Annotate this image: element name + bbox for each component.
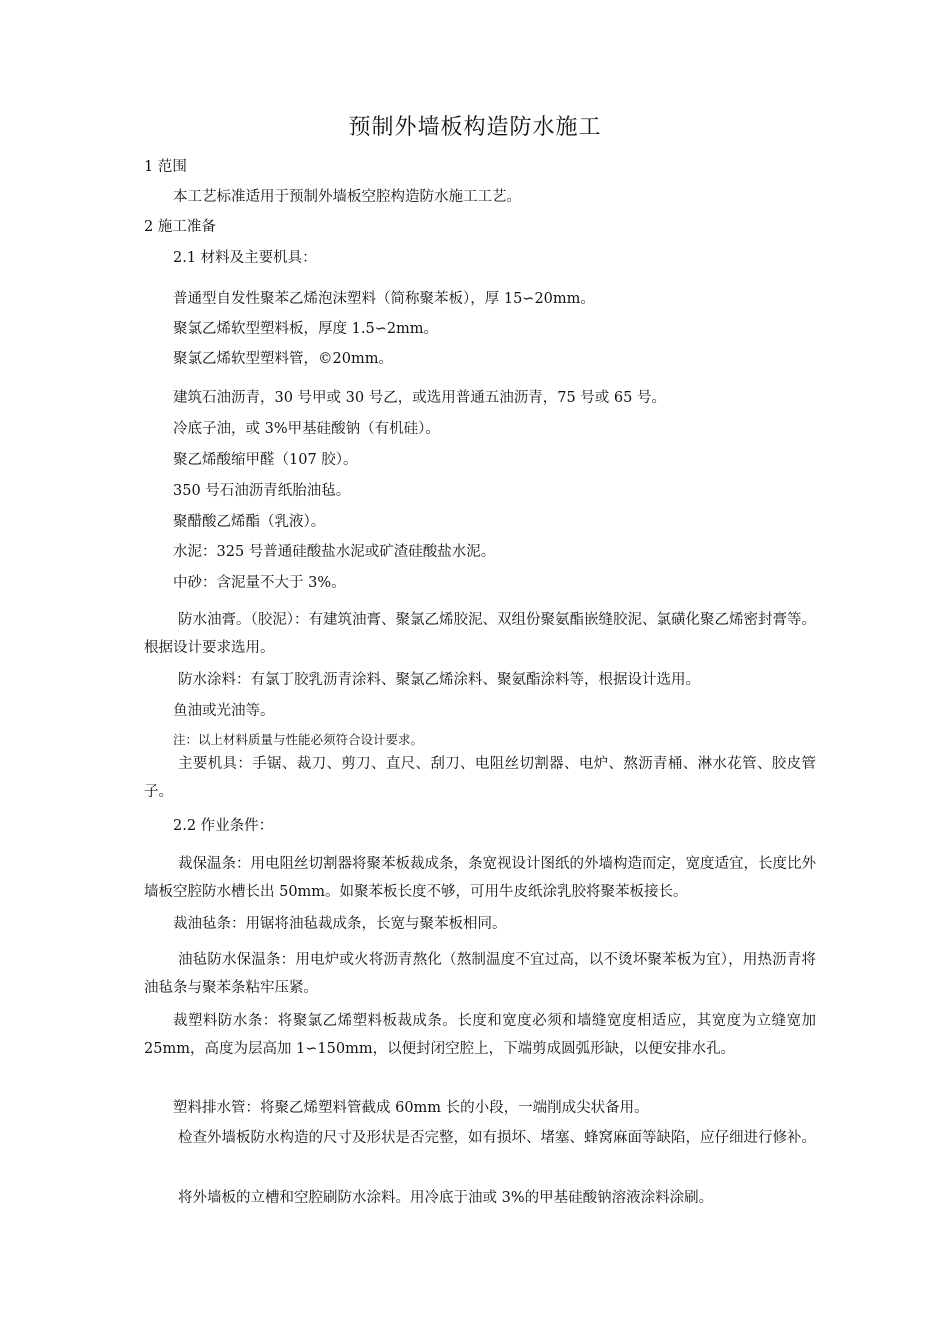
- paragraph-felt-strips: 裁油毡条：用锯将油毡裁成条，长宽与聚苯板相同。: [173, 916, 507, 932]
- material-item: 建筑石油沥青，30 号甲或 30 号乙，或选用普通五油沥青，75 号或 65 号。: [173, 390, 666, 406]
- subsection-heading-conditions: 2.2 作业条件：: [173, 818, 274, 834]
- paragraph-coating-application: 将外墙板的立槽和空腔刷防水涂料。用冷底于油或 3%的甲基硅酸钠溶液涂料涂刷。: [178, 1190, 714, 1206]
- material-item: 普通型自发性聚苯乙烯泡沫塑料（简称聚苯板），厚 15∽20mm。: [173, 291, 595, 307]
- document-title: 预制外墙板构造防水施工: [348, 115, 602, 140]
- paragraph-tools: 主要机具：手锯、裁刀、剪刀、直尺、刮刀、电阻丝切割器、电炉、熬沥青桶、淋水花管、胶皮管子。: [144, 756, 816, 800]
- paragraph-insulation-strips: 裁保温条：用电阻丝切割器将聚苯板裁成条，条宽视设计图纸的外墙构造而定，宽度适宜，长度比外墙板空腔防水槽长出 50mm。如聚苯板长度不够，可用牛皮纸涂乳胶将聚苯板接长。: [144, 856, 816, 900]
- material-item: 水泥：325 号普通硅酸盐水泥或矿渣硅酸盐水泥。: [173, 544, 496, 560]
- material-item: 聚醋酸乙烯酯（乳液）。: [173, 514, 326, 530]
- paragraph-felt-insulation: 油毡防水保温条：用电炉或火将沥青熬化（熬制温度不宜过高，以不烫坏聚苯板为宜），用热沥青将油毡条与聚苯条粘牢压紧。: [144, 952, 816, 996]
- section-heading-scope: 1 范围: [144, 159, 187, 175]
- subsection-heading-materials: 2.1 材料及主要机具：: [173, 250, 317, 266]
- material-item: 聚乙烯酸缩甲醛（107 胶）。: [173, 452, 358, 468]
- section-heading-preparation: 2 施工准备: [144, 219, 216, 235]
- paragraph: 本工艺标准适用于预制外墙板空腔构造防水施工工艺。: [173, 189, 521, 205]
- paragraph-drain-pipe: 塑料排水管：将聚乙烯塑料管截成 60mm 长的小段，一端削成尖状备用。: [173, 1100, 649, 1116]
- paragraph-coating: 防水涂料：有氯丁胶乳沥青涂料、聚氯乙烯涂料、聚氨酯涂料等，根据设计选用。: [178, 672, 700, 688]
- material-item: 鱼油或光油等。: [173, 703, 275, 719]
- material-item: 冷底子油，或 3%甲基硅酸钠（有机硅）。: [173, 421, 440, 437]
- material-item: 聚氯乙烯软型塑料板，厚度 1.5∽2mm。: [173, 321, 439, 337]
- note: 注：以上材料质量与性能必须符合设计要求。: [173, 732, 424, 747]
- material-item: 350 号石油沥青纸胎油毡。: [173, 483, 351, 499]
- paragraph-sealant: 防水油膏。（胶泥）：有建筑油膏、聚氯乙烯胶泥、双组份聚氨酯嵌缝胶泥、氯磺化聚乙烯密封膏等。根据设计要求选用。: [144, 612, 816, 656]
- paragraph-inspection: 检查外墙板防水构造的尺寸及形状是否完整，如有损坏、堵塞、蜂窝麻面等缺陷，应仔细进行修补。: [178, 1130, 816, 1146]
- material-item: 聚氯乙烯软型塑料管，©20mm。: [173, 351, 393, 367]
- material-item: 中砂：含泥量不大于 3%。: [173, 575, 346, 591]
- paragraph-plastic-strips: 裁塑料防水条：将聚氯乙烯塑料板裁成条。长度和宽度必须和墙缝宽度相适应，其宽度为立缝宽加 25mm，高度为层高加 1∽150mm，以便封闭空腔上，下端剪成圆弧形缺，以便安排水孔。: [144, 1013, 816, 1057]
